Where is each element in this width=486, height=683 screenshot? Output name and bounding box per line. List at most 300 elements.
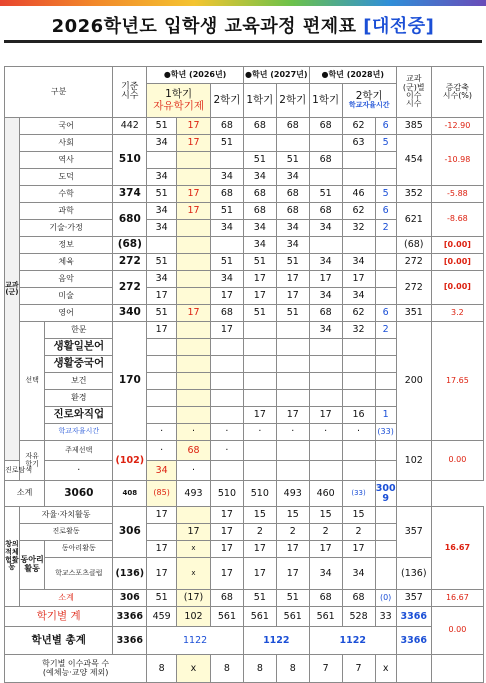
korean-c: 68 <box>210 118 243 135</box>
sem-total-d: 561 <box>243 607 276 627</box>
row-sem-total <box>5 607 484 627</box>
info-base: (68) <box>113 237 147 254</box>
subtotal-change <box>396 481 431 507</box>
ethics-f <box>309 169 342 186</box>
subject-count-b: x <box>177 655 211 683</box>
career-ex-c: · <box>177 461 211 481</box>
school-time-g: · <box>342 424 375 441</box>
sem-total-name: 학기별 계 <box>5 607 113 627</box>
hanmun-f: 34 <box>309 322 342 339</box>
korean-total: 385 <box>396 118 431 135</box>
hanmun-b <box>177 322 211 339</box>
math-a: 51 <box>147 186 177 203</box>
subtotal-c: 493 <box>177 481 211 507</box>
history-b <box>177 152 211 169</box>
tech-a: 34 <box>147 220 177 237</box>
math-d: 68 <box>243 186 276 203</box>
grade-total-name: 학년별 총계 <box>5 627 113 655</box>
school-sport-name: 학교스포츠클럽 <box>45 558 113 590</box>
pe-c: 51 <box>210 254 243 271</box>
life-jp-name: 생활일본어 <box>45 339 113 356</box>
history-f: 68 <box>309 152 342 169</box>
math-h: 5 <box>375 186 396 203</box>
pe-total: 272 <box>396 254 431 271</box>
env-d <box>243 390 276 407</box>
life-jp-g <box>342 339 375 356</box>
topic-e <box>276 441 309 461</box>
info-change: [0.00] <box>431 237 483 254</box>
english-g: 62 <box>342 305 375 322</box>
cr-subtotal-b: (17) <box>177 590 211 607</box>
health-d <box>243 373 276 390</box>
social-g: 63 <box>342 135 375 152</box>
music-change: [0.00] <box>431 271 483 305</box>
math-b: 17 <box>177 186 211 203</box>
grade-total-g1: 1122 <box>147 627 244 655</box>
club-c: 17 <box>210 541 243 558</box>
math-c: 68 <box>210 186 243 203</box>
ethics-name: 도덕 <box>19 169 112 186</box>
ethics-g <box>342 169 375 186</box>
career-c <box>210 407 243 424</box>
subtotal-total: 3009 <box>375 481 396 507</box>
row-cr-subtotal <box>5 590 484 607</box>
club-a: 17 <box>147 541 177 558</box>
korean-a: 51 <box>147 118 177 135</box>
subtotal-name: 소계 <box>5 481 45 507</box>
subject-count-f: 7 <box>309 655 342 683</box>
topic-a: · <box>147 441 177 461</box>
school-sport-c: 17 <box>210 558 243 590</box>
row-korean <box>5 118 484 135</box>
art-b <box>177 288 211 305</box>
cr-subtotal-g: 68 <box>342 590 375 607</box>
cr-subtotal-name: 소계 <box>19 590 112 607</box>
art-c: 17 <box>210 288 243 305</box>
tech-f: 34 <box>309 220 342 237</box>
history-a <box>147 152 177 169</box>
env-g <box>342 390 375 407</box>
row-subject-count <box>5 655 484 683</box>
korean-d: 68 <box>243 118 276 135</box>
hanmun-h: 2 <box>375 322 396 339</box>
row-hanmun <box>5 322 484 339</box>
self-d: 15 <box>243 507 276 524</box>
hanmun-c: 17 <box>210 322 243 339</box>
pe-e: 51 <box>276 254 309 271</box>
subtotal-a: 408 <box>113 481 147 507</box>
career-act-c: 17 <box>210 524 243 541</box>
ethics-b <box>177 169 211 186</box>
school-time-c: · <box>210 424 243 441</box>
school-sport-e: 17 <box>276 558 309 590</box>
club-f: 17 <box>309 541 342 558</box>
subject-count-h: x <box>375 655 396 683</box>
history-d: 51 <box>243 152 276 169</box>
header-g3s1: 1학기 <box>309 84 342 118</box>
math-change: -5.88 <box>431 186 483 203</box>
korean-b: 17 <box>177 118 211 135</box>
header-change: 증감축 시수(%) <box>431 67 483 118</box>
life-jp-f <box>309 339 342 356</box>
english-change: 3.2 <box>431 305 483 322</box>
sem-total-e: 561 <box>276 607 309 627</box>
career-ex-f <box>276 461 309 481</box>
career-act-h <box>375 524 396 541</box>
info-d: 34 <box>243 237 276 254</box>
g1s1-sub-label: 자유학기제 <box>153 99 204 112</box>
music-name: 음악 <box>19 271 112 288</box>
life-cn-a <box>147 356 177 373</box>
english-d: 51 <box>243 305 276 322</box>
subject-count-d: 8 <box>243 655 276 683</box>
pe-f: 34 <box>309 254 342 271</box>
curriculum-table <box>4 66 484 683</box>
math-f: 51 <box>309 186 342 203</box>
health-a <box>147 373 177 390</box>
science-e: 68 <box>276 203 309 220</box>
info-a <box>147 237 177 254</box>
english-base: 340 <box>113 305 147 322</box>
header-grade1: ●학년 (2026년) <box>147 67 244 84</box>
club-h <box>375 541 396 558</box>
cr-subtotal-base: 306 <box>113 590 147 607</box>
row-subtotal <box>5 481 484 507</box>
science-d: 68 <box>243 203 276 220</box>
info-total: (68) <box>396 237 431 254</box>
english-a: 51 <box>147 305 177 322</box>
career-act-g: 2 <box>342 524 375 541</box>
hanmun-d <box>243 322 276 339</box>
subtotal-d: 510 <box>210 481 243 507</box>
cr-subtotal-f: 68 <box>309 590 342 607</box>
math-total: 352 <box>396 186 431 203</box>
self-g: 15 <box>342 507 375 524</box>
creative-base: 306 <box>113 507 147 558</box>
life-cn-d <box>243 356 276 373</box>
top-color-bar <box>0 0 486 6</box>
sem-total-b: 102 <box>177 607 211 627</box>
career-ex-h <box>342 461 375 481</box>
creative-change: 16.67 <box>431 507 483 590</box>
korean-name: 국어 <box>19 118 112 135</box>
info-b <box>177 237 211 254</box>
music-b <box>177 271 211 288</box>
art-g: 34 <box>342 288 375 305</box>
social-total: 454 <box>396 135 431 186</box>
subject-count-g: 7 <box>342 655 375 683</box>
school-sport-h <box>375 558 396 590</box>
career-e: 17 <box>276 407 309 424</box>
pe-h <box>375 254 396 271</box>
subtotal-g: 460 <box>309 481 342 507</box>
grade-total-g3: 1122 <box>309 627 396 655</box>
life-jp-b <box>177 339 211 356</box>
career-ex-a: · <box>45 461 113 481</box>
sem-total-h: 33 <box>375 607 396 627</box>
row-pe <box>5 254 484 271</box>
row-social <box>5 135 484 152</box>
career-b <box>177 407 211 424</box>
row-music <box>5 271 484 288</box>
hanmun-name: 한문 <box>45 322 113 339</box>
club-label: 동아리활동 <box>19 541 44 590</box>
social-d <box>243 135 276 152</box>
history-name: 역사 <box>19 152 112 169</box>
life-jp-c <box>210 339 243 356</box>
life-cn-c <box>210 356 243 373</box>
title-main: 2026학년도 입학생 교육과정 편제표 <box>51 16 357 37</box>
cr-subtotal-change: 16.67 <box>431 590 483 607</box>
career-ex-b: 34 <box>147 461 177 481</box>
free-total: 102 <box>396 441 431 481</box>
school-time-d: · <box>243 424 276 441</box>
row-topic <box>5 441 484 461</box>
header-total: 교과 (군)별 이수 시수 <box>396 67 431 118</box>
subject-count-total <box>396 655 431 683</box>
pe-g: 34 <box>342 254 375 271</box>
sem-total-change: 0.00 <box>431 607 483 655</box>
health-c <box>210 373 243 390</box>
ethics-h <box>375 169 396 186</box>
info-e: 34 <box>276 237 309 254</box>
social-base: 510 <box>113 135 147 186</box>
sem-total-total: 3366 <box>396 607 431 627</box>
header-g2s2: 2학기 <box>276 84 309 118</box>
cr-subtotal-c: 68 <box>210 590 243 607</box>
school-sport-total: (136) <box>396 558 431 590</box>
korean-base: 442 <box>113 118 147 135</box>
row-school-sport <box>5 558 484 590</box>
music-f: 17 <box>309 271 342 288</box>
club-d: 17 <box>243 541 276 558</box>
career-g: 16 <box>342 407 375 424</box>
school-time-h: (33) <box>375 424 396 441</box>
english-name: 영어 <box>19 305 112 322</box>
sem-total-c: 561 <box>210 607 243 627</box>
pe-a: 51 <box>147 254 177 271</box>
career-h: 1 <box>375 407 396 424</box>
tech-d: 34 <box>243 220 276 237</box>
free-semester-label: 자유 학기 <box>19 441 44 481</box>
sem-total-a: 459 <box>147 607 177 627</box>
subject-count-c: 8 <box>210 655 243 683</box>
music-total: 272 <box>396 271 431 305</box>
social-a: 34 <box>147 135 177 152</box>
science-b: 17 <box>177 203 211 220</box>
info-g <box>342 237 375 254</box>
career-act-name: 진로활동 <box>19 524 112 541</box>
math-name: 수학 <box>19 186 112 203</box>
music-base: 272 <box>113 271 147 305</box>
title-school: [대전중] <box>363 16 435 37</box>
art-name: 미술 <box>19 288 112 305</box>
career-act-f: 2 <box>309 524 342 541</box>
science-base: 680 <box>113 203 147 237</box>
pe-name: 체육 <box>19 254 112 271</box>
topic-h <box>375 441 396 461</box>
env-name: 환경 <box>45 390 113 407</box>
english-b: 17 <box>177 305 211 322</box>
creative-label: 창의적체험활동 <box>5 507 20 607</box>
subject-count-change <box>431 655 483 683</box>
life-cn-b <box>177 356 211 373</box>
subject-count-name: 학기별 이수과목 수 (예체능·교양 제외) <box>5 655 147 683</box>
school-sport-base: (136) <box>113 558 147 590</box>
self-c: 17 <box>210 507 243 524</box>
elective-change: 17.65 <box>431 322 483 441</box>
art-h <box>375 288 396 305</box>
topic-d <box>243 441 276 461</box>
english-f: 68 <box>309 305 342 322</box>
club-e: 17 <box>276 541 309 558</box>
sem-total-base: 3366 <box>113 607 147 627</box>
grade-total-g2: 1122 <box>243 627 309 655</box>
subtotal-e: 510 <box>243 481 276 507</box>
cr-subtotal-e: 51 <box>276 590 309 607</box>
self-e: 15 <box>276 507 309 524</box>
history-c <box>210 152 243 169</box>
science-c: 51 <box>210 203 243 220</box>
env-b <box>177 390 211 407</box>
grade-total-base: 3366 <box>113 627 147 655</box>
topic-b: 68 <box>177 441 211 461</box>
social-h: 5 <box>375 135 396 152</box>
school-sport-f: 34 <box>309 558 342 590</box>
subject-count-a: 8 <box>147 655 177 683</box>
free-base: (102) <box>113 441 147 481</box>
club-name: 동아리활동 <box>45 541 113 558</box>
music-h <box>375 271 396 288</box>
tech-e: 34 <box>276 220 309 237</box>
science-f: 68 <box>309 203 342 220</box>
self-b <box>177 507 211 524</box>
g1s1-label: 1학기 <box>165 88 193 101</box>
ethics-e: 34 <box>276 169 309 186</box>
school-time-f: · <box>309 424 342 441</box>
art-f: 34 <box>309 288 342 305</box>
korean-change: -12.90 <box>431 118 483 135</box>
tech-b <box>177 220 211 237</box>
pe-base: 272 <box>113 254 147 271</box>
g3s2-label: 2학기 <box>355 90 383 103</box>
music-d: 17 <box>243 271 276 288</box>
career-act-a <box>147 524 177 541</box>
sem-total-g: 528 <box>342 607 375 627</box>
row-math <box>5 186 484 203</box>
health-e <box>276 373 309 390</box>
school-sport-g: 34 <box>342 558 375 590</box>
header-base: 기준 시수 <box>113 67 147 118</box>
career-name: 진로와직업 <box>45 407 113 424</box>
art-e: 17 <box>276 288 309 305</box>
subject-group-label: 교과(군) <box>5 118 20 461</box>
korean-g: 62 <box>342 118 375 135</box>
subtotal-h: (33) <box>342 481 375 507</box>
cr-subtotal-h: (0) <box>375 590 396 607</box>
ethics-c: 34 <box>210 169 243 186</box>
korean-e: 68 <box>276 118 309 135</box>
subtotal-b: (85) <box>147 481 177 507</box>
english-e: 51 <box>276 305 309 322</box>
social-e <box>276 135 309 152</box>
korean-f: 68 <box>309 118 342 135</box>
header-g1s2: 2학기 <box>210 84 243 118</box>
info-f <box>309 237 342 254</box>
science-a: 34 <box>147 203 177 220</box>
env-h <box>375 390 396 407</box>
header-g1s1 <box>147 84 211 118</box>
school-time-name: 학교자율시간 <box>45 424 113 441</box>
env-a <box>147 390 177 407</box>
env-f <box>309 390 342 407</box>
club-b: x <box>177 541 211 558</box>
ethics-a: 34 <box>147 169 177 186</box>
elective-total: 200 <box>396 322 431 441</box>
subtotal-f: 493 <box>276 481 309 507</box>
info-c <box>210 237 243 254</box>
info-h <box>375 237 396 254</box>
english-total: 351 <box>396 305 431 322</box>
subtotal-base: 3060 <box>45 481 113 507</box>
self-a: 17 <box>147 507 177 524</box>
env-e <box>276 390 309 407</box>
header-g2s1: 1학기 <box>243 84 276 118</box>
school-sport-d: 17 <box>243 558 276 590</box>
row-science <box>5 203 484 220</box>
social-b: 17 <box>177 135 211 152</box>
life-cn-f <box>309 356 342 373</box>
env-c <box>210 390 243 407</box>
topic-f <box>309 441 342 461</box>
elective-base: 170 <box>113 322 147 441</box>
english-c: 68 <box>210 305 243 322</box>
health-f <box>309 373 342 390</box>
life-jp-a <box>147 339 177 356</box>
life-cn-name: 생활중국어 <box>45 356 113 373</box>
header-row-1 <box>5 67 484 84</box>
info-name: 정보 <box>19 237 112 254</box>
life-jp-d <box>243 339 276 356</box>
science-total: 621 <box>396 203 431 237</box>
club-g: 17 <box>342 541 375 558</box>
self-f: 15 <box>309 507 342 524</box>
science-g: 62 <box>342 203 375 220</box>
page-title <box>0 12 486 36</box>
hanmun-a: 17 <box>147 322 177 339</box>
career-ex-e <box>243 461 276 481</box>
career-d: 17 <box>243 407 276 424</box>
career-ex-name: 진로탐색 <box>5 461 20 481</box>
school-time-b: · <box>177 424 211 441</box>
health-g <box>342 373 375 390</box>
career-act-e: 2 <box>276 524 309 541</box>
career-act-b: 17 <box>177 524 211 541</box>
career-act-d: 2 <box>243 524 276 541</box>
social-c: 51 <box>210 135 243 152</box>
header-grade3: ●학년 (2028년) <box>309 67 396 84</box>
history-g <box>342 152 375 169</box>
math-base: 374 <box>113 186 147 203</box>
ethics-d: 34 <box>243 169 276 186</box>
english-h: 6 <box>375 305 396 322</box>
header-gubun: 구분 <box>5 67 113 118</box>
pe-d: 51 <box>243 254 276 271</box>
art-d: 17 <box>243 288 276 305</box>
social-change: -10.98 <box>431 135 483 186</box>
career-ex-g <box>309 461 342 481</box>
math-g: 46 <box>342 186 375 203</box>
